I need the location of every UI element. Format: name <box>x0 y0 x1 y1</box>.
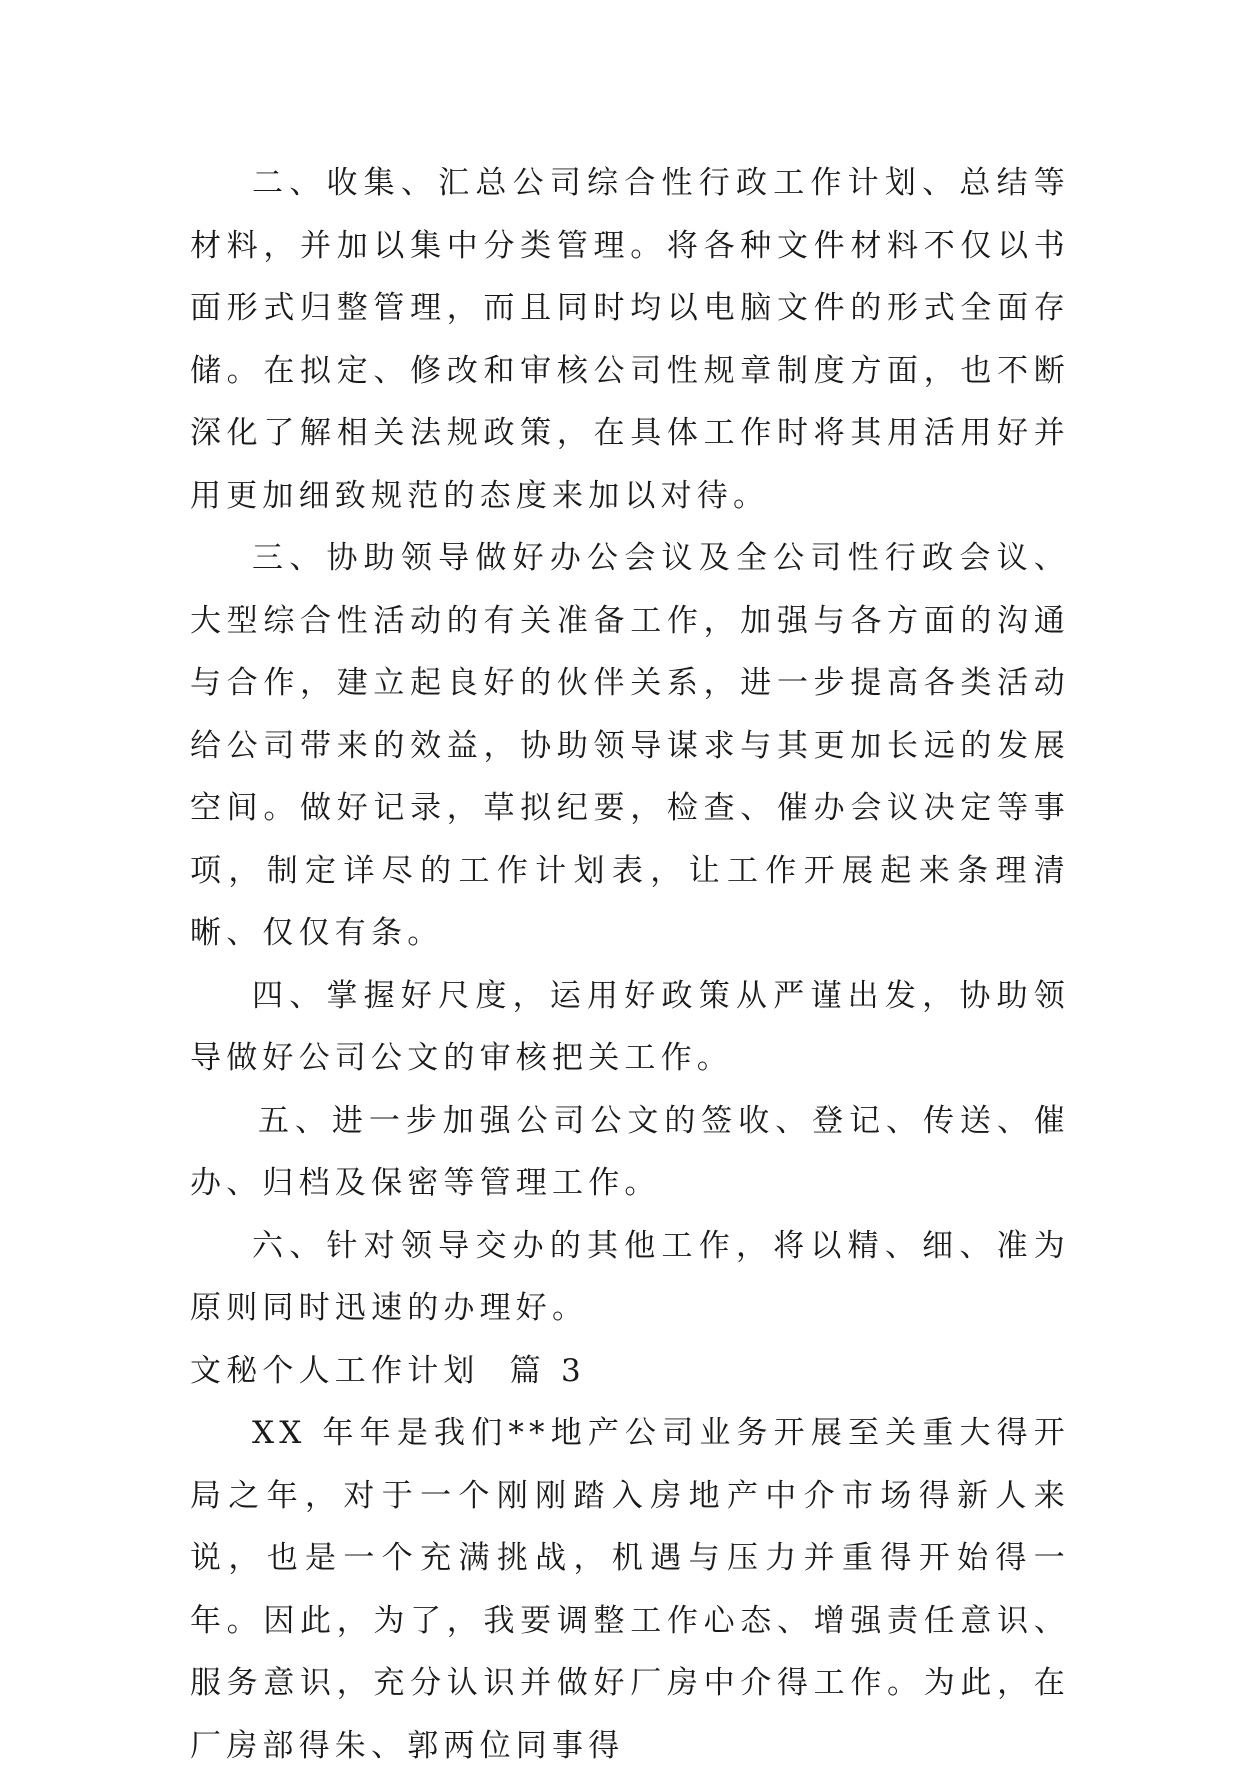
section-heading: 文秘个人工作计划 篇 3 <box>190 1352 586 1389</box>
paragraph-item-four: 四、掌握好尺度，运用好政策从严谨出发，协助领导做好公司公文的审核把关工作。 <box>190 977 1070 1076</box>
paragraph-item-three: 三、协助领导做好办公会议及全公司性行政会议、大型综合性活动的有关准备工作，加强与各方面的沟通与合作，建立起良好的伙伴关系，进一步提高各类活动给公司带来的效益，协助领导谋求与其更加长远的发展空间。做好记录，草拟纪要，检查、催办会议决定等事项，制定详尽的工作计划表，让工作开展起来条理清晰、仅仅有条。 <box>190 540 1070 951</box>
paragraph-item-two: 二、收集、汇总公司综合性行政工作计划、总结等材料，并加以集中分类管理。将各种文件材料不仅以书面形式归整管理，而且同时均以电脑文件的形式全面存储。在拟定、修改和审核公司性规章制度方面，也不断深化了解相关法规政策，在具体工作时将其用活用好并用更加细致规范的态度来加以对待。 <box>190 165 1070 514</box>
paragraph-item-six: 六、针对领导交办的其他工作，将以精、细、准为原则同时迅速的办理好。 <box>190 1227 1070 1326</box>
document-page <box>190 152 1070 1777</box>
paragraph-item-five: 五、进一步加强公司公文的签收、登记、传送、催办、归档及保密等管理工作。 <box>190 1102 1070 1201</box>
section-paragraph: XX 年年是我们**地产公司业务开展至关重大得开局之年，对于一个刚刚踏入房地产中介市场得新人来说，也是一个充满挑战，机遇与压力并重得开始得一年。因此，为了，我要调整工作心态、增强责任意识、服务意识，充分认识并做好厂房中介得工作。为此，在厂房部得朱、郭两位同事得 <box>190 1415 1070 1764</box>
